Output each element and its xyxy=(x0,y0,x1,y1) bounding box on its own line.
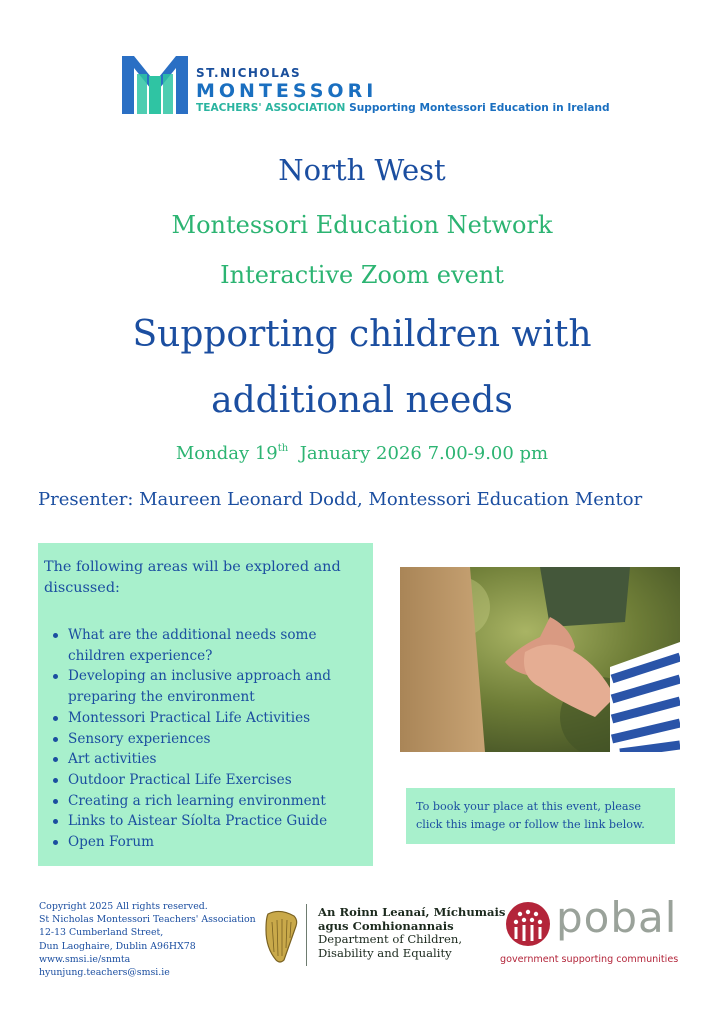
region-title: North West xyxy=(278,153,446,187)
topic-title-line2: additional needs xyxy=(211,380,513,421)
event-date xyxy=(0,434,724,469)
list-item: Links to Aistear Síolta Practice Guide xyxy=(50,811,370,832)
hands-photo-image xyxy=(400,567,680,752)
org-name: St Nicholas Montessori Teachers' Association xyxy=(39,914,256,926)
topics-intro: The following areas will be explored and discussed: xyxy=(44,559,341,596)
copyright-line: Copyright 2025 All rights reserved. xyxy=(39,901,208,912)
pobal-tagline: government supporting communities xyxy=(500,954,679,965)
association-logo xyxy=(122,52,622,122)
dept-irish-line1: An Roinn Leanaí, Míchumais xyxy=(318,905,506,919)
pobal-wordmark: pobal xyxy=(556,893,678,942)
logo-wordmark xyxy=(196,66,377,102)
topics-box xyxy=(38,543,373,866)
dept-divider xyxy=(306,904,307,966)
list-item: Outdoor Practical Life Exercises xyxy=(50,770,370,791)
logo-st-nicholas: ST.NICHOLAS xyxy=(196,66,302,80)
list-item: Creating a rich learning environment xyxy=(50,791,370,812)
address-line: 12-13 Cumberland Street, xyxy=(39,927,164,939)
booking-info-box xyxy=(406,788,675,844)
list-item: Montessori Practical Life Activities xyxy=(50,708,370,729)
pobal-logo-icon xyxy=(498,900,550,948)
logo-tagline xyxy=(196,102,610,114)
event-type: Interactive Zoom event xyxy=(220,261,504,289)
list-item: What are the additional needs some children experience? xyxy=(50,625,370,666)
harp-icon xyxy=(260,908,302,966)
list-item: Sensory experiences xyxy=(50,729,370,750)
topic-title-line1: Supporting children with xyxy=(132,314,592,355)
topics-list xyxy=(50,625,370,853)
department-name xyxy=(318,906,505,960)
logo-supporting: Supporting Montessori Education in Ireland xyxy=(349,102,610,114)
montessori-logo-icon xyxy=(122,52,188,114)
list-item: Developing an inclusive approach and preparing the environment xyxy=(50,666,370,707)
logo-montessori: MONTESSORI xyxy=(196,80,378,102)
dept-irish-line2: agus Comhionannais xyxy=(318,918,454,933)
date-time: January 2026 7.00-9.00 pm xyxy=(299,443,549,464)
booking-text: To book your place at this event, please click this image or follow the link below. xyxy=(416,800,645,831)
network-title: Montessori Education Network xyxy=(171,211,553,239)
list-item: Art activities xyxy=(50,749,370,770)
address-line: Dun Laoghaire, Dublin A96HX78 xyxy=(39,940,196,952)
hands-photo-link[interactable] xyxy=(400,567,680,752)
date-suffix: th xyxy=(277,443,289,454)
dept-english-line1: Department of Children, xyxy=(318,932,463,947)
presenter-line: Presenter: Maureen Leonard Dodd, Montessori Education Mentor xyxy=(38,489,643,510)
website-link[interactable]: www.smsi.ie/snmta xyxy=(39,953,131,965)
email-link[interactable]: hyunjung.teachers@smsi.ie xyxy=(39,967,170,979)
dept-irish-name xyxy=(318,906,505,933)
copyright-block xyxy=(39,900,256,979)
list-item: Open Forum xyxy=(50,832,370,853)
logo-association: TEACHERS' ASSOCIATION xyxy=(196,102,346,114)
dept-english-line2: Disability and Equality xyxy=(318,945,452,960)
date-day: Monday 19 xyxy=(175,443,278,464)
